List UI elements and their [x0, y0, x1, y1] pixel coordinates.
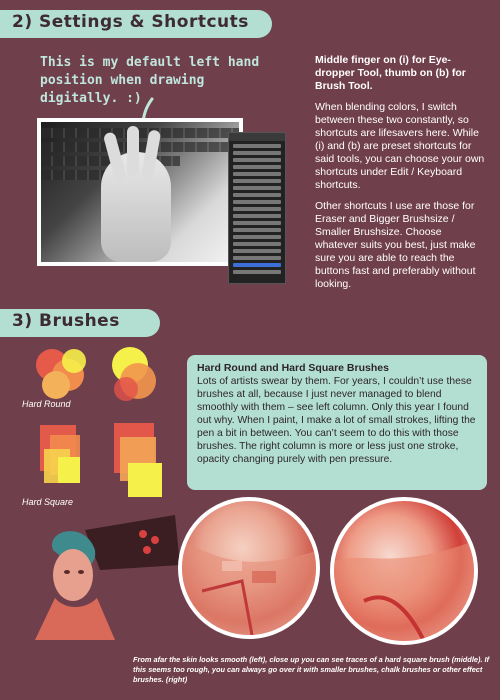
shortcut-paragraph-1: When blending colors, I switch between these two constantly, so shortcuts are lifesavers here. While (i) and (b) are preset shortcuts for said tools, you can choose your own shortcuts under Edit / Keyboard shortcuts. [315, 101, 485, 191]
skin-closeup-right [330, 497, 478, 645]
image-caption: From afar the skin looks smooth (left), close up you can see traces of a hard square brush (middle). If this seems too rough, you can always go over it with smaller brushes, chalk brushes or other effect brushes. (right) [133, 655, 490, 684]
label-hard-round: Hard Round [22, 399, 71, 409]
skin-closeup-middle [178, 497, 320, 639]
hand-position-photo [37, 118, 243, 266]
label-hard-square: Hard Square [22, 497, 74, 507]
edit-menu-screenshot [228, 132, 286, 284]
portrait-painting [25, 510, 185, 640]
brush-info-box [187, 355, 487, 490]
section-header-brushes [0, 309, 160, 337]
brush-info-body: Lots of artists swear by them. For years, I couldn’t use these brushes at all, because I just never managed to blend smoothly with them – see left column. Only this year I found out why. When I paint, I make a lot of small strokes, lifting the pen a bit in between. You can’t seem to do this with those brushes. The right column is more or less just one stroke, opacity changing purely with pen pressure. [197, 376, 476, 465]
shortcuts-text [315, 54, 487, 299]
section-title: 3) Brushes [12, 311, 120, 331]
shortcut-lead: Middle finger on (i) for Eye-dropper Tool, thumb on (b) for Brush Tool. [315, 54, 466, 92]
section-header-settings [0, 10, 272, 38]
shortcut-paragraph-2: Other shortcuts I use are those for Eraser and Bigger Brushsize / Smaller Brushsize. Choose whatever suits you best, just make sure you are able to reach the buttons fast and preferably without looking. [315, 200, 476, 290]
brush-swatches [30, 345, 180, 505]
section-title: 2) Settings & Shortcuts [12, 12, 249, 32]
brush-info-title: Hard Round and Hard Square Brushes [197, 362, 389, 374]
handwritten-note: This is my default left hand position when drawing digitally. :) [40, 55, 260, 106]
